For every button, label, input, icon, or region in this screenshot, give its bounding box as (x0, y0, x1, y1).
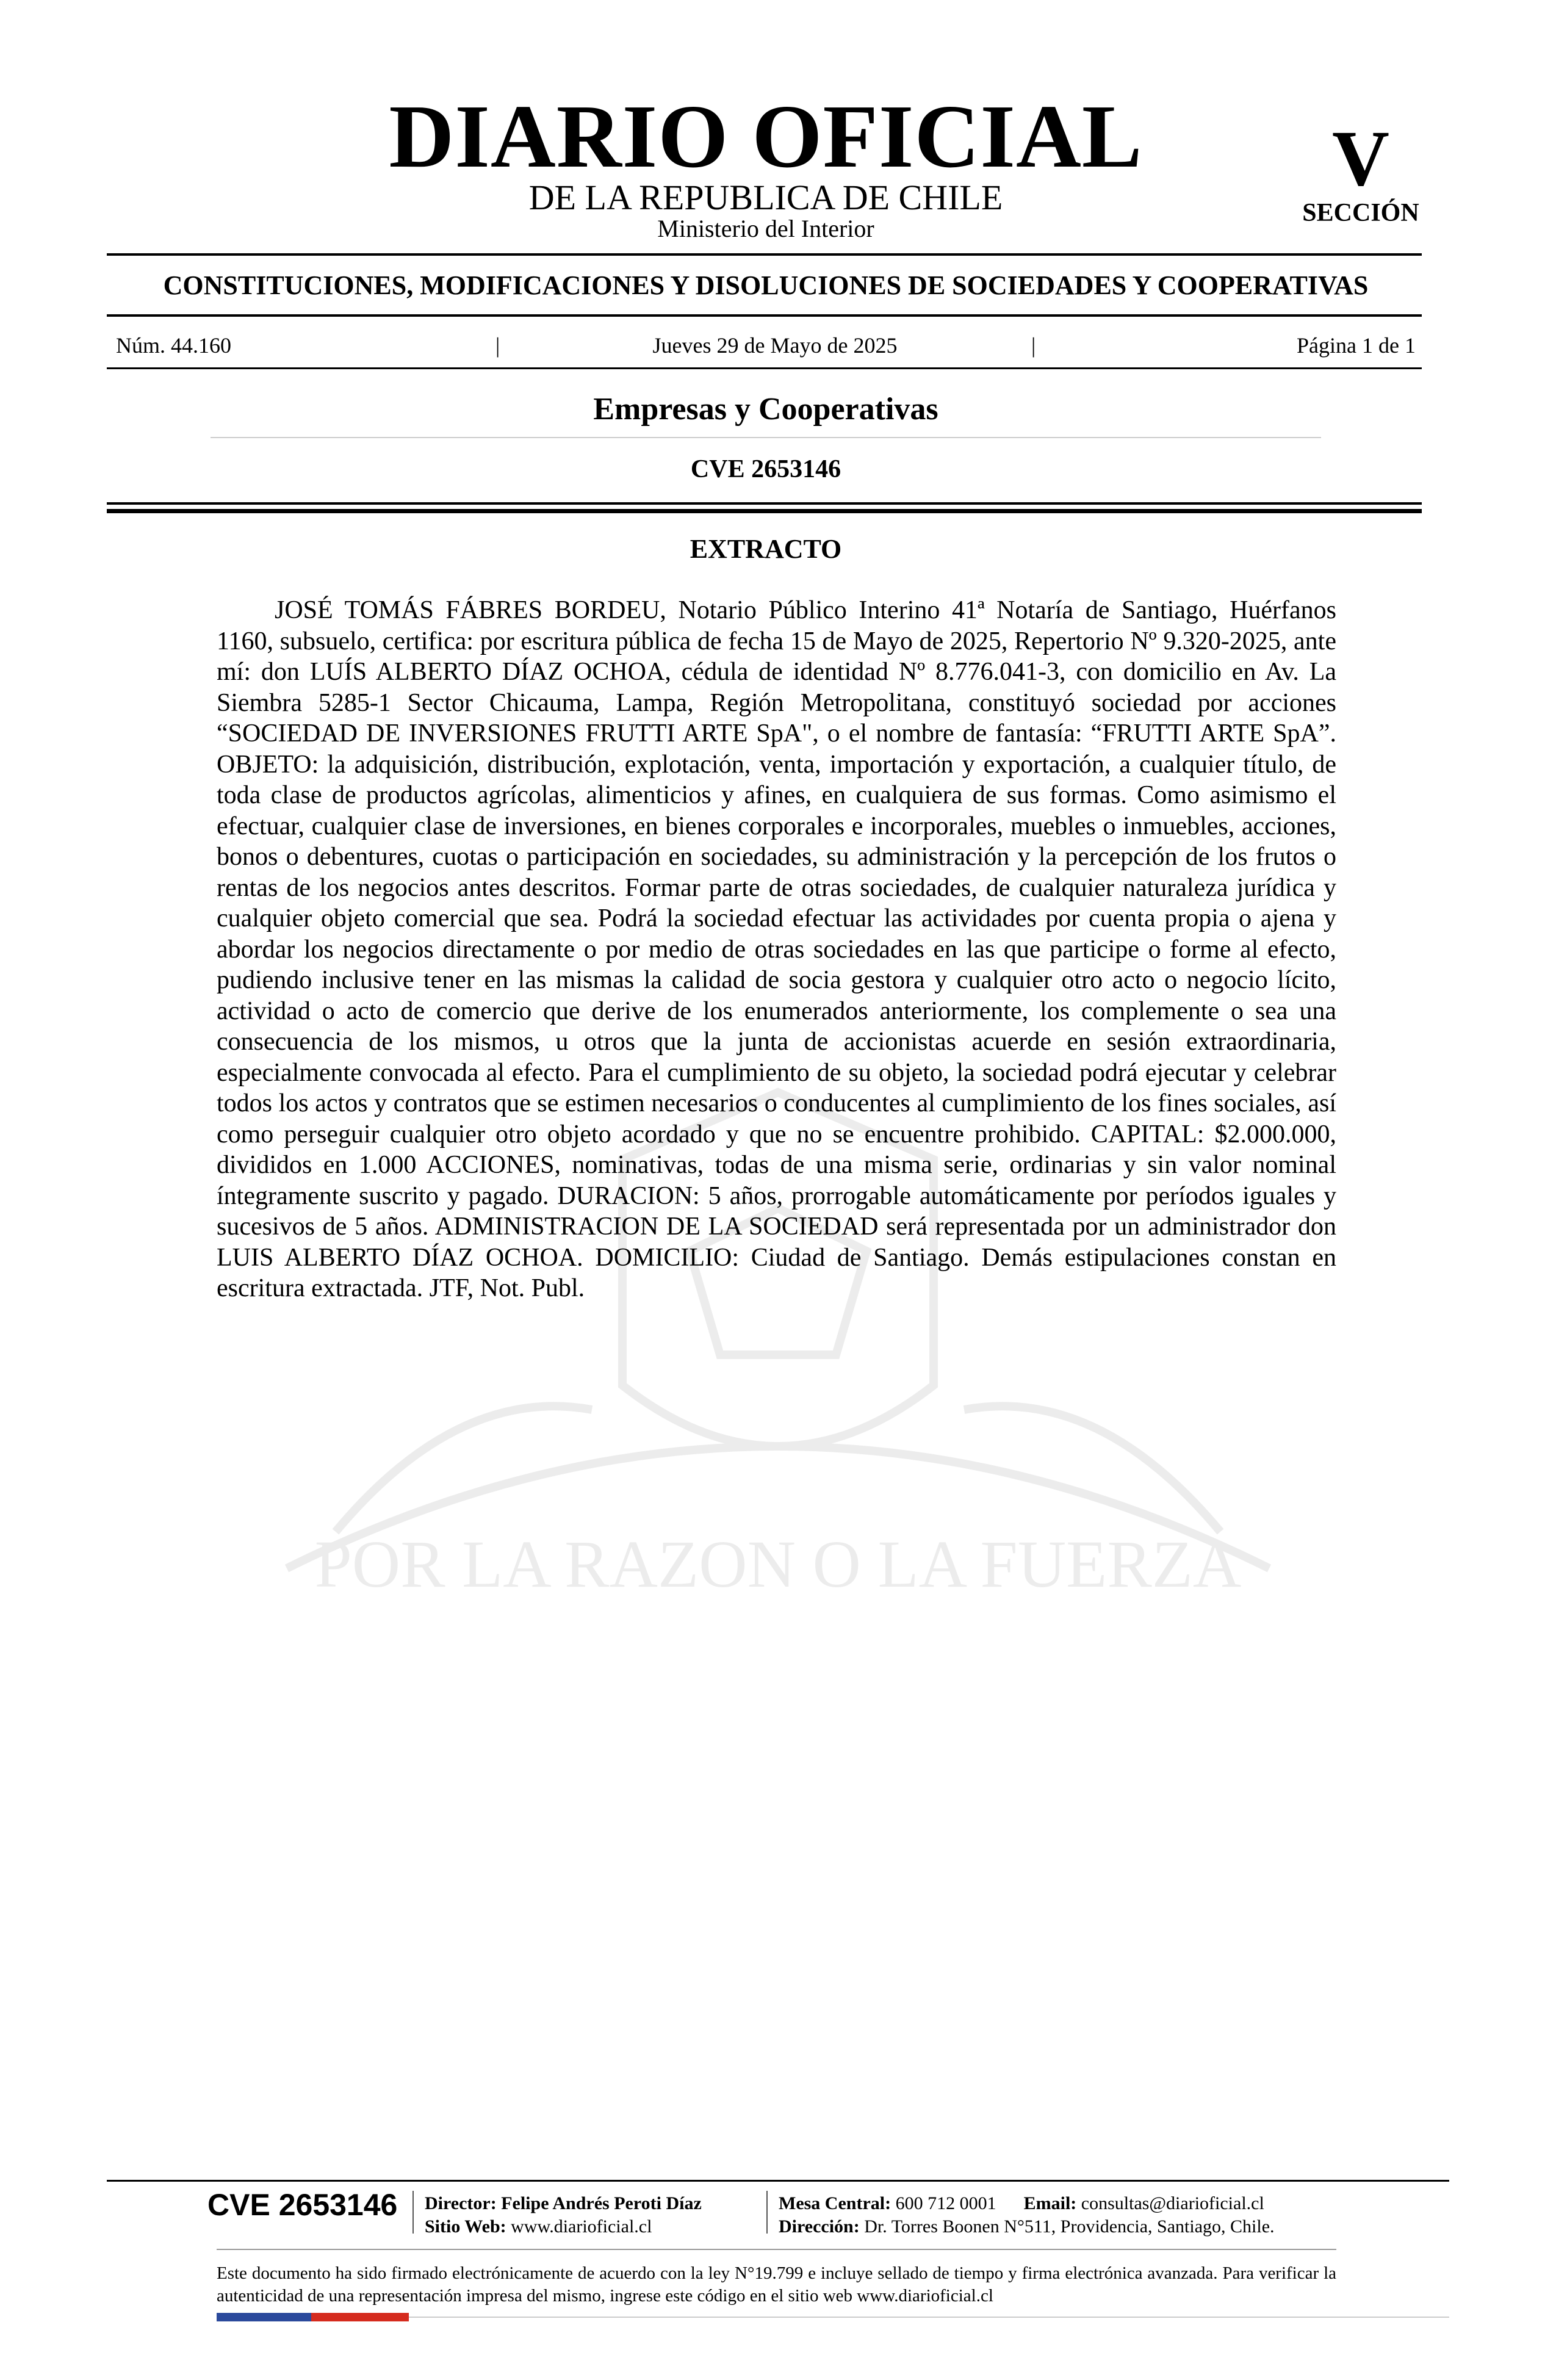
double-rule-bottom (107, 509, 1422, 513)
footer-note-rule (217, 2249, 1336, 2250)
footer-cve: CVE 2653146 (207, 2188, 398, 2222)
double-rule-top (107, 502, 1422, 505)
document-cve: CVE 2653146 (690, 455, 841, 483)
footer-divider (412, 2191, 414, 2234)
flag-stripe-blue (217, 2313, 311, 2321)
flag-stripe-line (409, 2317, 1449, 2318)
category-rule (107, 314, 1422, 317)
director-value: Felipe Andrés Peroti Díaz (501, 2193, 702, 2213)
footer-rule (107, 2180, 1449, 2182)
site-label: Sitio Web: (425, 2216, 506, 2237)
masthead-title: DIARIO OFICIAL (389, 87, 1143, 187)
extract-heading: EXTRACTO (690, 534, 842, 564)
motto-watermark: POR LA RAZON O LA FUERZA (314, 1527, 1242, 1601)
section-word: SECCIÓN (1302, 199, 1419, 227)
masthead-ministry: Ministerio del Interior (657, 215, 874, 242)
address-line (779, 2215, 1275, 2238)
footer-divider (766, 2191, 768, 2234)
email-link[interactable]: consultas@diarioficial.cl (1081, 2193, 1264, 2213)
footer-contact-block (779, 2192, 1275, 2238)
flag-stripe-red (311, 2313, 409, 2321)
footer-director-block (425, 2192, 702, 2238)
phone-label: Mesa Central: (779, 2193, 891, 2213)
info-separator: | (495, 333, 500, 358)
page-number: Página 1 de 1 (1297, 333, 1416, 358)
director-label: Director: (425, 2193, 497, 2213)
masthead-rule (107, 253, 1422, 256)
category-title: CONSTITUCIONES, MODIFICACIONES Y DISOLUCIONES DE SOCIEDADES Y COOPERATIVAS (163, 270, 1369, 300)
phone-value: 600 712 0001 (895, 2193, 996, 2213)
director-line (425, 2192, 702, 2215)
issue-date: Jueves 29 de Mayo de 2025 (652, 333, 898, 358)
address-value: Dr. Torres Boonen N°511, Providencia, Santiago, Chile. (864, 2216, 1275, 2237)
site-link[interactable]: www.diarioficial.cl (511, 2216, 652, 2237)
email-label: Email: (1023, 2193, 1077, 2213)
extract-body: JOSÉ TOMÁS FÁBRES BORDEU, Notario Público Interino 41ª Notaría de Santiago, Huérfanos 1160, subsuelo, certifica: por escritura pública de fecha 15 de Mayo de 2025, Repertorio Nº 9.320-2025, ante mí: don LUÍS ALBERTO DÍAZ OCHOA, cédula de identidad Nº 8.776.041-3, con domicilio en Av. La Siembra 5285-1 Sector Chicauma, Lampa, Región Metropolitana, constituyó sociedad por acciones “SOCIEDAD DE INVERSIONES FRUTTI ARTE SpA", o el nombre de fantasía: “FRUTTI ARTE SpA”. OBJETO: la adquisición, distribución, explotación, venta, importación y exportación, a cualquier título, de toda clase de productos agrícolas, alimenticios y afines, en cualquiera de sus formas. Como asimismo el efectuar, cualquier clase de inversiones, en bienes corporales e incorporales, muebles o inmuebles, acciones, bonos o debentures, cuotas o participación en sociedades, su administración y la percepción de los frutos o rentas de los negocios antes descritos. Formar parte de otras sociedades, de cualquier naturaleza jurídica y cualquier objeto comercial que sea. Podrá la sociedad efectuar las actividades por cuenta propia o ajena y abordar los negocios directamente o por medio de otras sociedades en las que participe o forme al efecto, pudiendo inclusive tener en las mismas la calidad de socia gestora y cualquier otro acto o negocio lícito, actividad o acto de comercio que derive de los enumerados anteriormente, los complemente o sea una consecuencia de los mismos, u otros que la junta de accionistas acuerde en sesión extraordinaria, especialmente convocada al efecto. Para el cumplimiento de su objeto, la sociedad podrá ejecutar y celebrar todos los actos y contratos que se estimen necesarios o conducentes al cumplimiento de los fines sociales, así como perseguir cualquier otro objeto acordado y que no se encuentre prohibido. CAPITAL: $2.000.000, divididos en 1.000 ACCIONES, nominativas, todas de una misma serie, ordinarias y sin valor nominal íntegramente suscrito y pagado. DURACION: 5 años, prorrogable automáticamente por períodos iguales y sucesivos de 5 años. ADMINISTRACION DE LA SOCIEDAD será representada por un administrador don LUIS ALBERTO DÍAZ OCHOA. DOMICILIO: Ciudad de Santiago. Demás estipulaciones constan en escritura extractada. JTF, Not. Publ. (217, 596, 1336, 1302)
signature-note: Este documento ha sido firmado electrónicamente de acuerdo con la ley N°19.799 e incluye sellado de tiempo y firma electrónica avanzada. Para verificar la autenticidad de una representación impresa del mismo, ingrese este código en el sitio web www.diarioficial.cl (217, 2263, 1336, 2306)
section-title-rule (211, 437, 1321, 438)
issue-number: Núm. 44.160 (116, 333, 231, 358)
info-rule (107, 367, 1422, 369)
masthead-subtitle: DE LA REPUBLICA DE CHILE (528, 178, 1003, 217)
section-title: Empresas y Cooperativas (593, 392, 938, 427)
site-line (425, 2215, 702, 2238)
address-label: Dirección: (779, 2216, 860, 2237)
section-letter: V (1332, 115, 1389, 203)
info-separator: | (1031, 333, 1036, 358)
contact-line (779, 2192, 1275, 2215)
